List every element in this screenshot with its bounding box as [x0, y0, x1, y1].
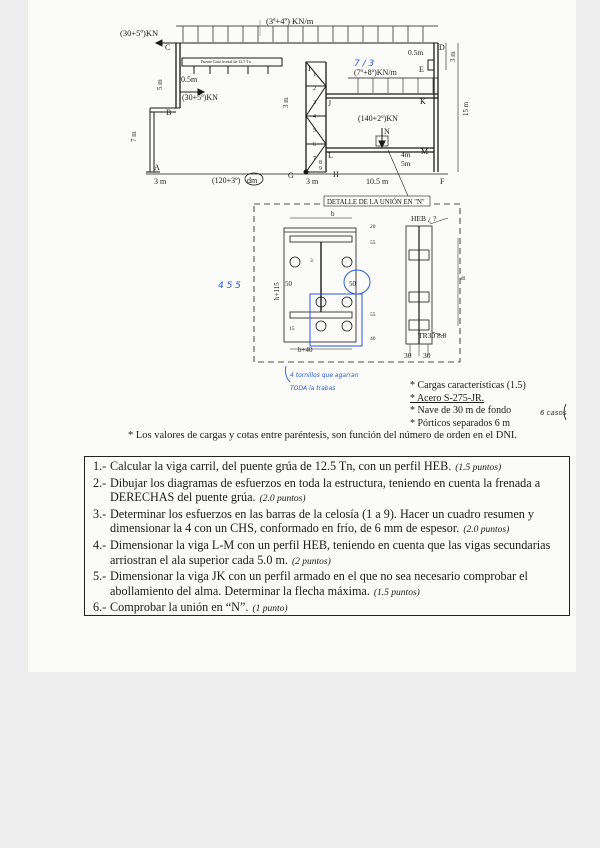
point-load-label: (140+2º)KN: [358, 114, 398, 123]
dim-0-5m-right: 0.5m: [408, 48, 424, 57]
node-f: F: [440, 177, 445, 186]
node-c: C: [165, 43, 171, 52]
detail-heb-label: HEB ¿ ?: [411, 214, 437, 223]
node-j: J: [328, 99, 332, 108]
node-b: B: [166, 108, 172, 117]
base-load-label: (120+3º): [212, 176, 241, 185]
right-load-label: (7º+8º)KN/m: [354, 68, 397, 77]
task-points: (1.5 puntos): [455, 463, 502, 473]
dim-0-5m-left: 0.5m: [181, 75, 198, 84]
task-number: 2.-: [93, 475, 107, 490]
detail-dim-20: 20: [370, 224, 376, 230]
note-item: * Cargas características (1.5): [410, 380, 526, 391]
task-text: Dimensionar la viga JK con un perfil armado en el que no sea necesario comprobar el abollamiento del alma. Determinar la flecha máxima.: [110, 569, 528, 598]
node-e: E: [419, 65, 424, 74]
detail-dim-50-left: 50: [285, 280, 292, 288]
bar-label-4: 4: [313, 114, 316, 120]
bar-label-1: 1: [313, 72, 316, 78]
dim-5m-left: 5 m: [156, 79, 164, 90]
end-plate-front: [284, 218, 356, 349]
crane-label: Puente Grúa frontal de 12.5 Tn: [201, 59, 251, 64]
detail-dim-50-right: 50: [349, 280, 356, 288]
dim-4m: 4m: [401, 150, 411, 159]
node-a: A: [154, 163, 160, 172]
tasks-box: [84, 456, 570, 616]
note-item: * Acero S-275-JR.: [410, 392, 485, 404]
task-item: [93, 507, 563, 538]
detail-weld-15: 15: [289, 326, 295, 332]
node-l: L: [328, 151, 333, 160]
handwritten-circle: [344, 270, 370, 294]
task-number: 3.-: [93, 506, 107, 521]
task-item: [93, 476, 563, 507]
task-points: (1.5 puntos): [373, 587, 420, 598]
mid-horizontal-load-label: (30+5º)KN: [182, 93, 218, 102]
detail-dim-h-plus-115: h+115: [273, 282, 281, 300]
dim-15m: 15 m: [462, 101, 470, 116]
task-points: (2.0 puntos): [259, 494, 306, 505]
detail-title: DETALLE DE LA UNIÓN EN "N": [327, 199, 425, 206]
task-item: [93, 538, 563, 569]
dim-10-5m: 10.5 m: [366, 177, 389, 186]
top-load-arrows: [183, 26, 423, 42]
detail-dim-30-a: 30: [404, 351, 412, 360]
dim-3m-truss: 3 m: [306, 177, 319, 186]
bar-label-7: 7: [313, 156, 316, 162]
dim-7m: 7 m: [130, 131, 138, 142]
task-points: (1 punto): [252, 604, 288, 615]
detail-dim-b: b: [331, 210, 335, 218]
task-text: Calcular la viga carril, del puente grúa de 12.5 Tn, con un perfil HEB.: [110, 459, 452, 473]
bar-label-9: 9: [319, 166, 322, 172]
footnote: * Los valores de cargas y cotas entre paréntesis, son función del número de orden en el DNI.: [128, 430, 518, 441]
bar-label-2: 2: [313, 86, 316, 92]
task-item: [93, 569, 563, 600]
note-item: * Pórticos separados 6 m: [410, 417, 510, 429]
dim-3m-base: 3 m: [154, 177, 167, 186]
node-m: M: [421, 147, 429, 156]
task-number: 4.-: [93, 537, 107, 552]
dim-truss-3m: 3 m: [282, 97, 290, 108]
task-text: Dimensionar la viga L-M con un perfil HEB, teniendo en cuenta que las vigas secundarias arriostran el ala superior cada 5.0 m.: [110, 537, 551, 567]
task-number: 6.-: [93, 600, 107, 615]
node-i: I: [308, 64, 311, 73]
detail-dim-h: h: [458, 276, 467, 280]
task-item: [93, 459, 563, 476]
handwritten-order-number: 7 / 3: [354, 59, 375, 69]
svg-text:6 casos: 6 casos: [540, 409, 567, 417]
handwritten-cases-note: [540, 404, 576, 420]
node-k: K: [420, 97, 426, 106]
handwritten-bolts-note-1: 4 tornillos que agarran: [290, 372, 359, 379]
task-number: 1.-: [93, 459, 107, 473]
bar-label-8: 8: [319, 160, 322, 166]
detail-dim-30-b: 30: [423, 351, 431, 360]
handwritten-bolts-note-2: TODA la trabas: [290, 385, 336, 392]
base-load-unit: dm: [247, 176, 258, 185]
detail-dim-55-top: 55: [370, 240, 376, 246]
detail-weld-3: 3: [310, 258, 313, 264]
node-g: G: [288, 171, 294, 180]
bar-label-6: 6: [313, 142, 316, 148]
node-h: H: [333, 170, 339, 179]
note-item: * Nave de 30 m de fondo: [410, 405, 512, 416]
task-number: 5.-: [93, 569, 107, 584]
bar-label-5: 5: [313, 128, 316, 134]
detail-bolt-label: TR30 8.8: [418, 331, 447, 340]
task-text: Comprobar la unión en “N”.: [110, 600, 249, 615]
handwritten-bolt-box: [310, 294, 362, 346]
task-text: Dibujar los diagramas de esfuerzos en toda la estructura, teniendo en cuenta la frenada a DERECHAS del puente grúa.: [110, 475, 541, 505]
node-n: N: [384, 127, 390, 136]
detail-dim-b-plus-40: b+40: [298, 346, 313, 354]
handwritten-455: 4 5 5: [218, 281, 241, 291]
task-points: (2.0 puntos): [463, 525, 510, 536]
node-d: D: [439, 43, 445, 52]
detail-dim-40: 40: [370, 336, 376, 342]
detail-dim-55-bottom: 55: [370, 312, 376, 318]
task-item: [93, 600, 563, 617]
dim-5m: 5m: [401, 159, 411, 168]
bar-label-3: 3: [313, 100, 316, 106]
task-points: (2 puntos): [292, 556, 331, 567]
task-text: Determinar los esfuerzos en las barras de la celosía (1 a 9). Hacer un cuadro resumen y dimensionar la 4 con un CHS, conformado en frío, de 6 mm de espesor.: [110, 506, 535, 536]
left-horizontal-load-label: (30+5º)KN: [120, 28, 159, 38]
top-load-label: (3ª+4º) KN/m: [266, 16, 314, 26]
dim-3m-right: 3 m: [449, 51, 457, 62]
exam-sheet: [28, 0, 576, 672]
